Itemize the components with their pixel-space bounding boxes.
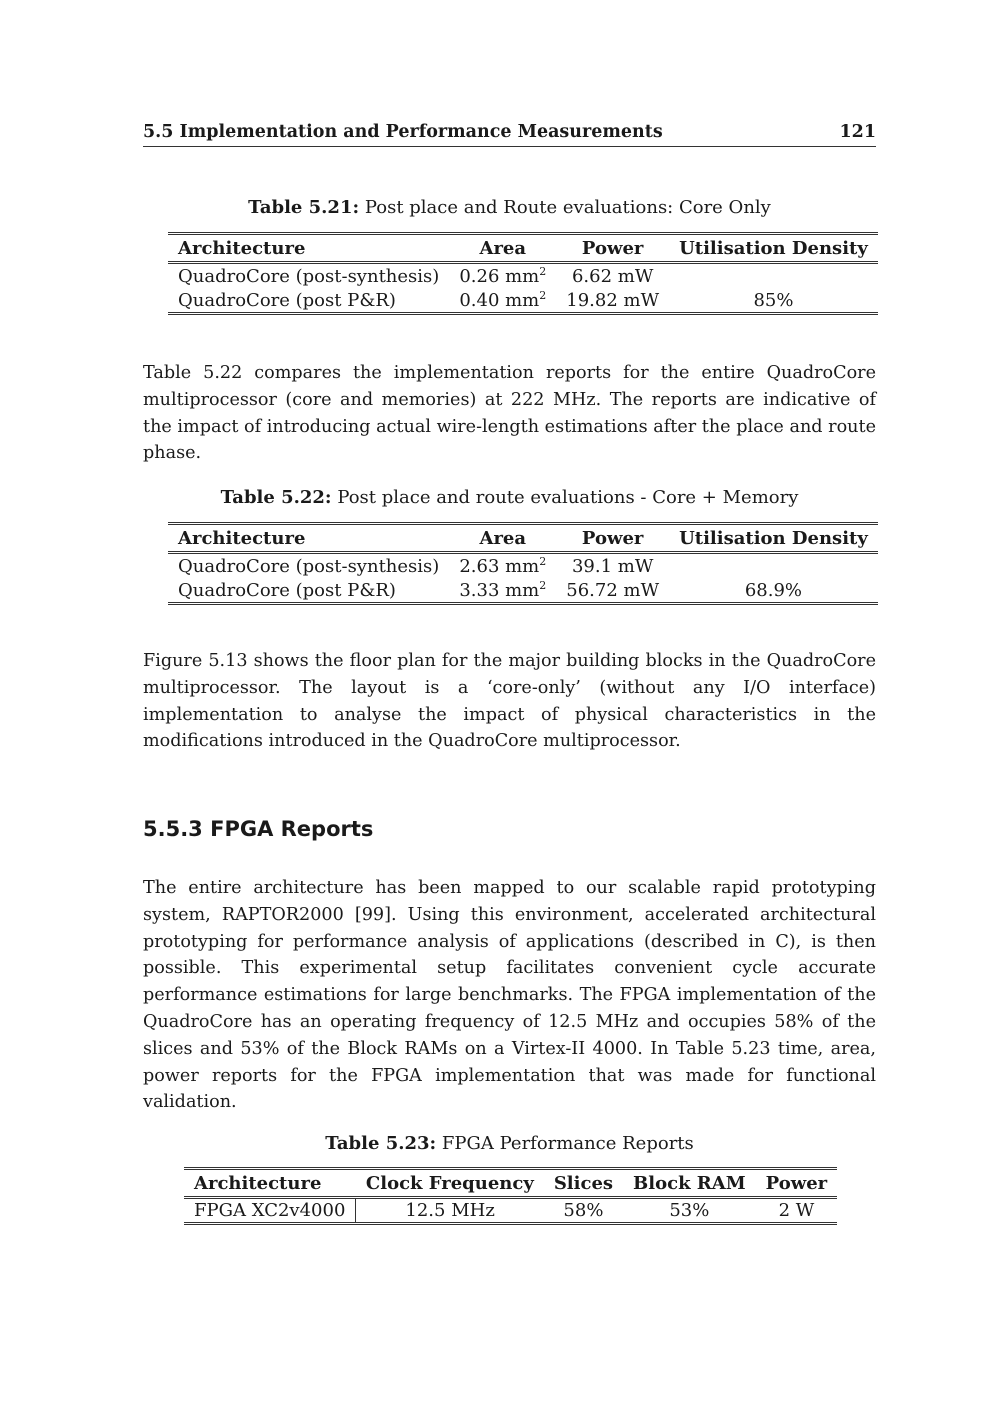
text: 2: [539, 555, 547, 568]
table-5-22: [168, 522, 878, 605]
table-cell: 56.72 mW: [566, 579, 660, 601]
section-title: 5.5 Implementation and Performance Measurements: [143, 122, 663, 142]
table-header-cell: Architecture: [168, 524, 449, 553]
table-cell: 53%: [669, 1200, 710, 1221]
table-header-cell: Utilisation Density: [669, 234, 878, 263]
table-header-cell: Architecture: [184, 1169, 356, 1198]
paragraph-2: Figure 5.13 shows the floor plan for the major building blocks in the QuadroCore multiprocessor. The layout is a ‘core-only’ (without any I/O interface) implementation to analyse the impact of physical characteristics in the modifications introduced in the QuadroCore multiprocessor.: [143, 651, 876, 752]
table-header-cell: Area: [449, 234, 556, 263]
section-heading: 5.5.3 FPGA Reports: [143, 817, 374, 841]
table-5-21: [168, 232, 878, 315]
table-cell: QuadroCore (post P&R): [178, 579, 396, 601]
table-cell: [669, 263, 878, 289]
paragraph-1: Table 5.22 compares the implementation reports for the entire QuadroCore multiprocessor (core and memories) at 222 MHz. The reports are indicative of the impact of introducing actual wire-length estimations after the place and route phase.: [143, 363, 876, 464]
table-header-cell: Power: [556, 524, 669, 553]
table-cell: QuadroCore (post-synthesis): [178, 555, 440, 577]
running-header: [143, 122, 876, 147]
table-cell: FPGA XC2v4000: [184, 1198, 356, 1224]
table-cell: 19.82 mW: [566, 289, 660, 311]
table-cell: 6.62 mW: [571, 265, 654, 287]
table-cell: [669, 553, 878, 579]
page-number: 121: [839, 122, 876, 142]
table-cell: 2 W: [778, 1200, 815, 1221]
table-header-cell: Utilisation Density: [669, 524, 878, 553]
text: Post place and route evaluations - Core + Memory: [337, 487, 799, 508]
text: 2.63 mm: [459, 556, 540, 577]
text: 0.40 mm: [459, 290, 540, 311]
table-5-21-caption: [143, 197, 876, 218]
table-5-23: [184, 1167, 837, 1225]
table-row: [168, 263, 878, 289]
table-row: [168, 578, 878, 604]
table-row: [168, 553, 878, 579]
table-header-cell: Power: [556, 234, 669, 263]
table-5-23-caption: [143, 1133, 876, 1154]
text: FPGA Performance Reports: [441, 1133, 694, 1154]
table-5-22-caption: [143, 487, 876, 508]
table-cell: 68.9%: [744, 579, 803, 601]
text: 3.33 mm: [459, 580, 540, 601]
text: Post place and Route evaluations: Core Only: [364, 197, 771, 218]
table-header-cell: Architecture: [168, 234, 449, 263]
table-cell: QuadroCore (post-synthesis): [178, 265, 440, 287]
table-row: [168, 288, 878, 314]
table-row: [184, 1198, 837, 1224]
table-cell: 12.5 MHz: [405, 1200, 495, 1221]
text: Table 5.23:: [325, 1133, 437, 1154]
table-header-cell: Slices: [544, 1169, 623, 1198]
text: 2: [539, 265, 547, 278]
table-header-cell: Clock Frequency: [356, 1169, 544, 1198]
table-header-cell: Block RAM: [623, 1169, 756, 1198]
table-cell: QuadroCore (post P&R): [178, 289, 396, 311]
text: Table 5.21:: [248, 197, 360, 218]
table-cell: 58%: [563, 1200, 604, 1221]
table-cell: 85%: [753, 289, 794, 311]
text: 2: [539, 579, 547, 592]
table-header-cell: Power: [756, 1169, 838, 1198]
text: 0.26 mm: [459, 266, 540, 287]
text: 2: [539, 289, 547, 302]
table-header-cell: Area: [449, 524, 556, 553]
paragraph-3: The entire architecture has been mapped to our scalable rapid prototyping system, RAPTOR2000 [99]. Using this environment, accelerated architectural prototyping for performance analysis of applications (described in C), is then possible. This experimental setup facilitates convenient cycle accurate performance estimations for large benchmarks. The FPGA implementation of the QuadroCore has an operating frequency of 12.5 MHz and occupies 58% of the slices and 53% of the Block RAMs on a Virtex-II 4000. In Table 5.23 time, area, power reports for the FPGA implementation that was made for functional validation.: [143, 878, 876, 1113]
text: Table 5.22:: [220, 487, 332, 508]
table-cell: 39.1 mW: [571, 555, 654, 577]
